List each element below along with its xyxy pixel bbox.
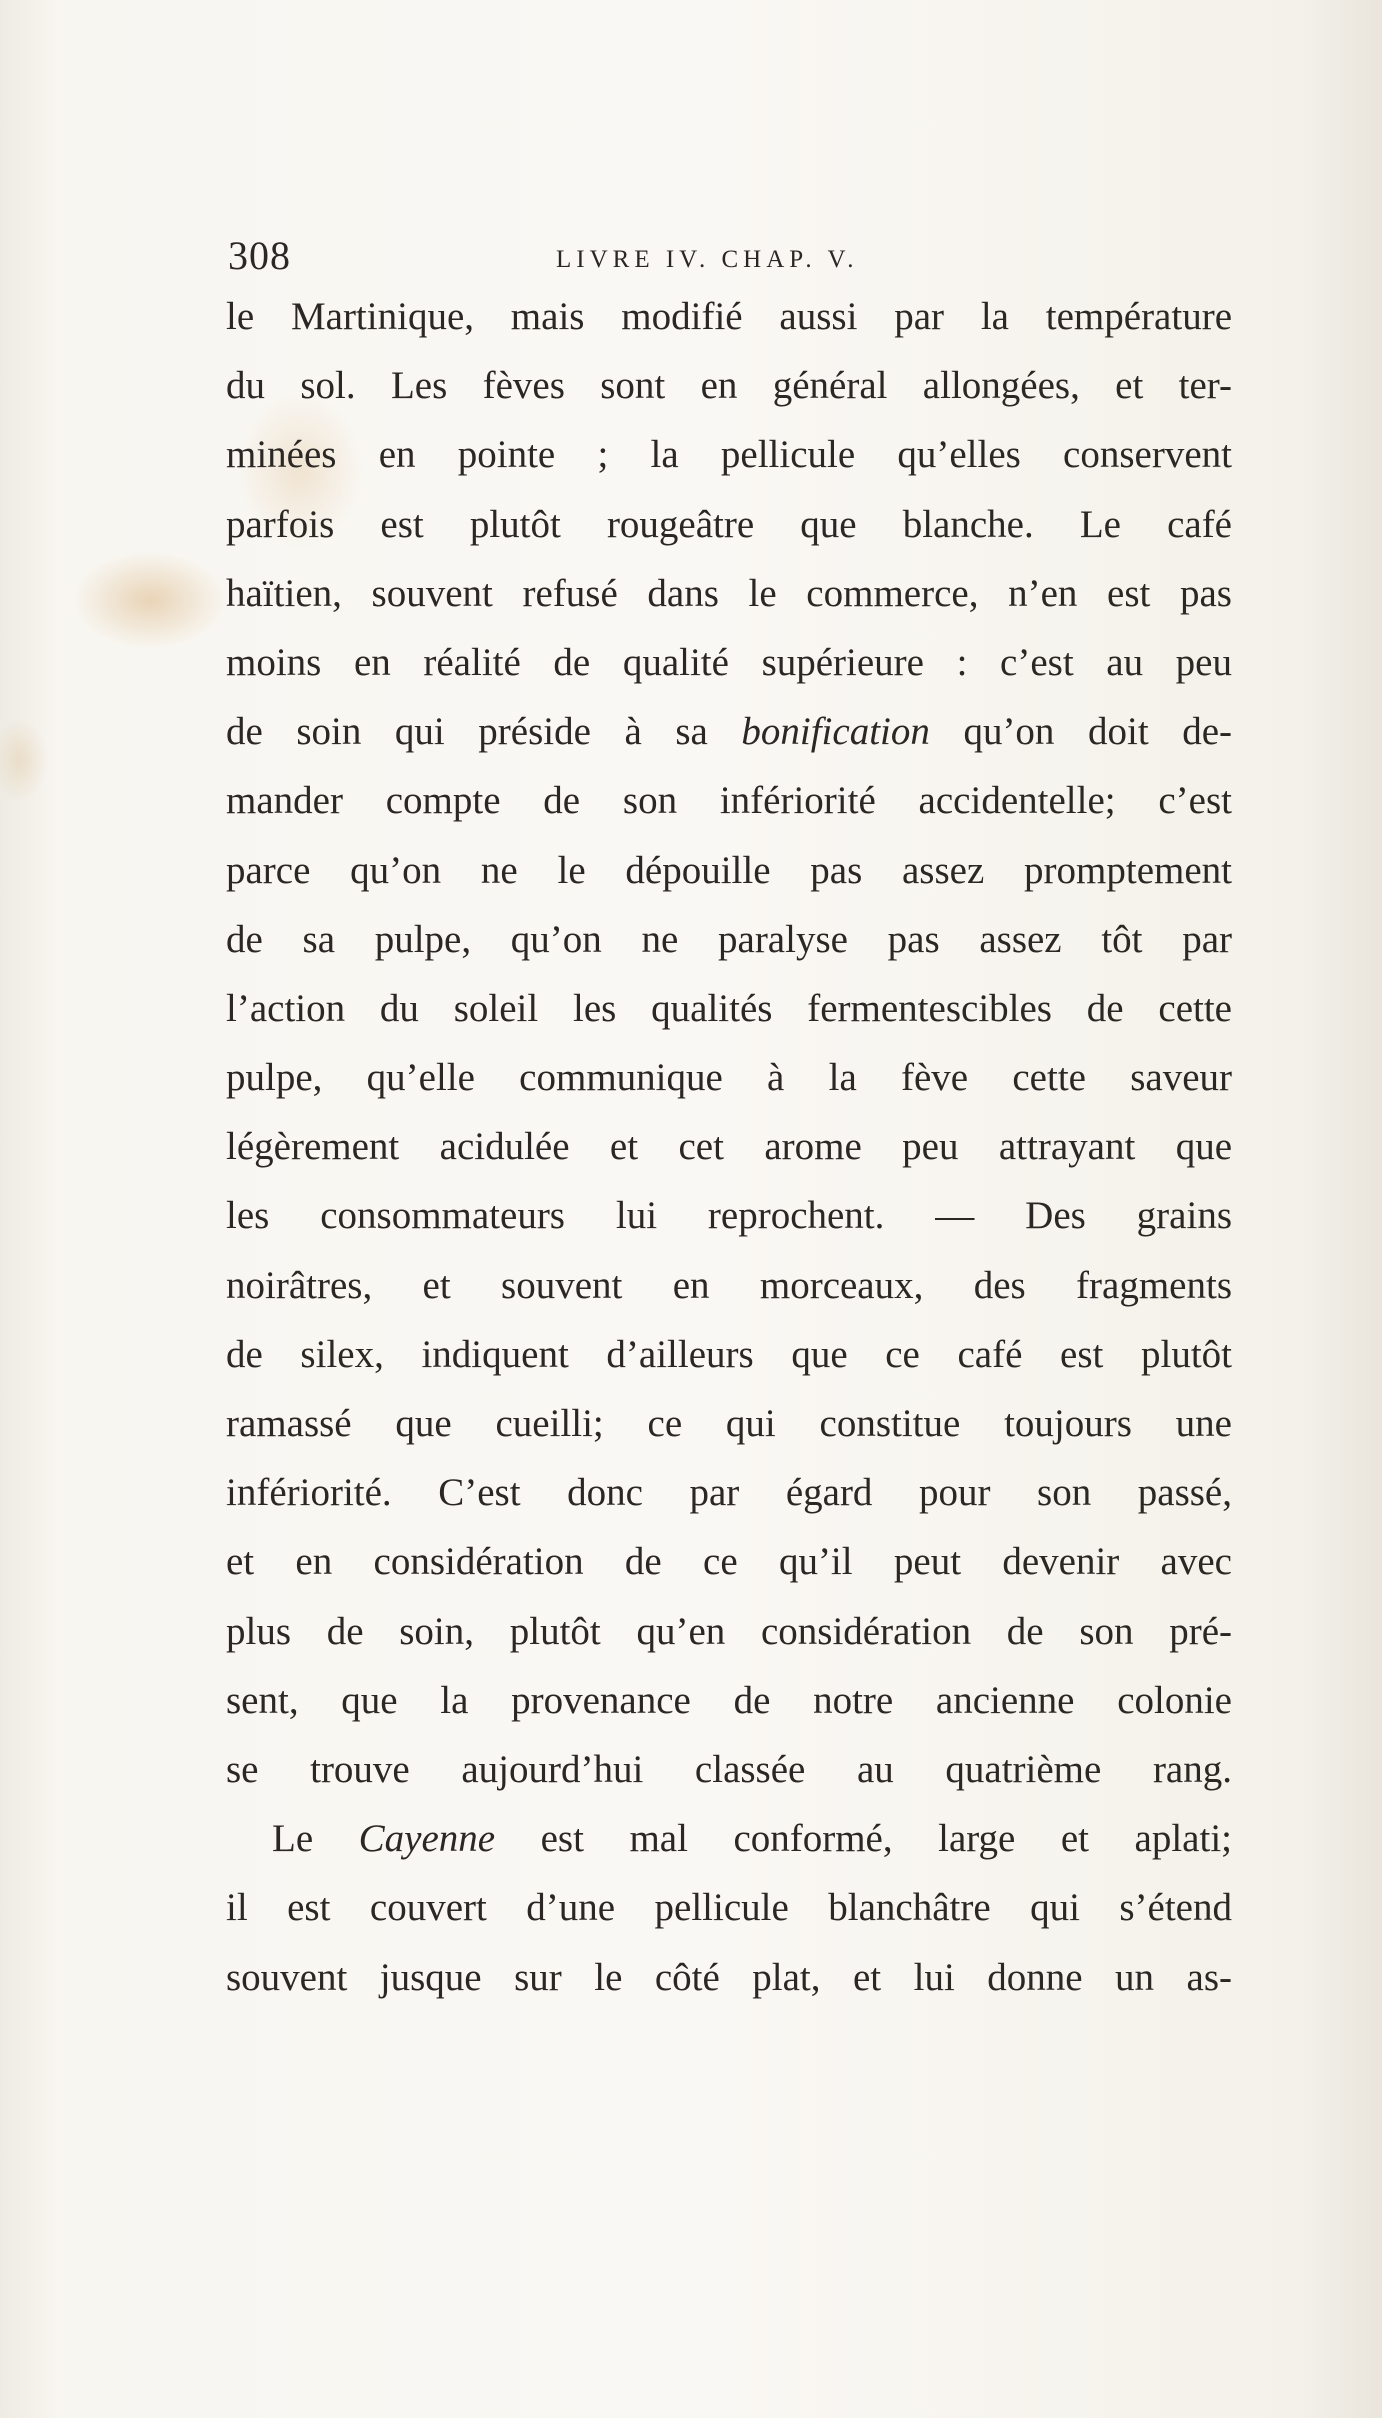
- text-segment: de soin qui préside à sa: [226, 710, 742, 754]
- text-line: [226, 1112, 1232, 1181]
- text-line: [226, 836, 1232, 905]
- text-line: [226, 1804, 1232, 1873]
- text-segment: se trouve aujourd’hui classée au quatrième rang.: [226, 1747, 1232, 1791]
- text-segment: sent, que la provenance de notre ancienne colonie: [226, 1678, 1232, 1722]
- text-segment: l’action du soleil les qualités fermentescibles de cette: [226, 986, 1232, 1030]
- text-segment: de silex, indiquent d’ailleurs que ce café est plutôt: [226, 1332, 1232, 1376]
- text-line: [226, 420, 1232, 489]
- text-line: [226, 1389, 1232, 1458]
- body-text: [226, 282, 1232, 2012]
- text-segment: souvent jusque sur le côté plat, et lui donne un as-: [226, 1955, 1232, 1999]
- text-line: [226, 351, 1232, 420]
- text-segment: parce qu’on ne le dépouille pas assez promptement: [226, 848, 1232, 892]
- text-line: [226, 1181, 1232, 1250]
- text-segment: noirâtres, et souvent en morceaux, des fragments: [226, 1263, 1232, 1307]
- text-segment: les consommateurs lui reprochent. — Des grains: [226, 1194, 1232, 1238]
- text-segment: est mal conformé, large et aplati;: [495, 1817, 1232, 1861]
- text-line: [226, 1873, 1232, 1942]
- text-segment: plus de soin, plutôt qu’en considération de son pré-: [226, 1609, 1232, 1653]
- text-segment: mander compte de son infériorité accidentelle; c’est: [226, 779, 1232, 823]
- italic-word: Cayenne: [358, 1817, 496, 1861]
- text-segment: du sol. Les fèves sont en général allongées, et ter-: [226, 364, 1232, 408]
- text-line: [226, 1735, 1232, 1804]
- text-segment: ramassé que cueilli; ce qui constitue toujours une: [226, 1402, 1232, 1445]
- text-line: [226, 1666, 1232, 1735]
- text-line: [226, 1251, 1232, 1320]
- text-segment: légèrement acidulée et cet arome peu attrayant que: [226, 1125, 1232, 1169]
- text-segment: minées en pointe ; la pellicule qu’elles conservent: [226, 433, 1232, 477]
- text-segment: haïtien, souvent refusé dans le commerce, n’en est pas: [226, 571, 1232, 615]
- text-line: [226, 1043, 1232, 1112]
- text-line: [226, 559, 1232, 628]
- text-segment: infériorité. C’est donc par égard pour son passé,: [226, 1471, 1232, 1515]
- text-segment: qu’on doit de-: [929, 710, 1232, 754]
- text-segment: et en considération de ce qu’il peut devenir avec: [226, 1540, 1232, 1584]
- text-line: [226, 974, 1232, 1043]
- text-line: [226, 490, 1232, 559]
- text-segment: parfois est plutôt rougeâtre que blanche. Le café: [226, 502, 1232, 546]
- italic-word: bonification: [741, 710, 930, 754]
- text-line: [226, 1597, 1232, 1666]
- text-segment: le Martinique, mais modifié aussi par la température: [226, 295, 1232, 338]
- text-line: [226, 282, 1232, 351]
- text-line: [226, 766, 1232, 835]
- text-line: [226, 1527, 1232, 1596]
- text-line: [226, 1320, 1232, 1389]
- text-segment: moins en réalité de qualité supérieure : c’est au peu: [226, 640, 1232, 684]
- text-line: [226, 905, 1232, 974]
- text-line: [226, 697, 1232, 766]
- text-segment: pulpe, qu’elle communique à la fève cette saveur: [226, 1056, 1232, 1100]
- text-line: [226, 1943, 1232, 2012]
- text-line: [226, 1458, 1232, 1527]
- text-segment: il est couvert d’une pellicule blanchâtre qui s’étend: [226, 1886, 1232, 1930]
- text-segment: de sa pulpe, qu’on ne paralyse pas assez tôt par: [226, 917, 1232, 961]
- page-number: 308: [228, 233, 291, 278]
- text-segment: Le: [272, 1817, 359, 1861]
- text-line: [226, 628, 1232, 697]
- running-head: LIVRE IV. CHAP. V.: [556, 246, 859, 273]
